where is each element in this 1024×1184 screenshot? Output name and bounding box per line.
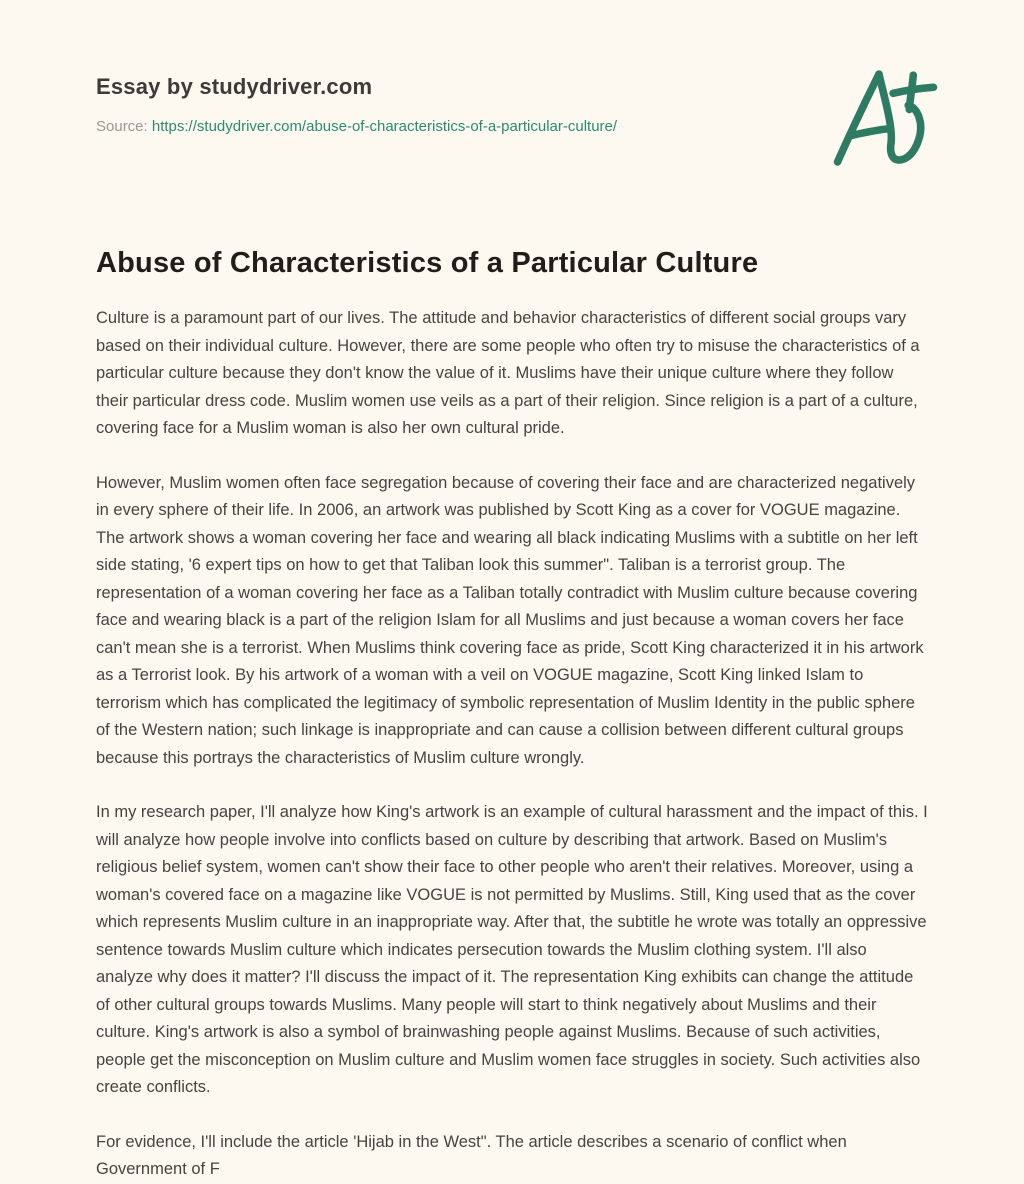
page-header [96, 74, 928, 135]
studydriver-a-plus-logo-icon [818, 62, 950, 168]
essay-content [96, 247, 928, 1184]
essay-title: Abuse of Characteristics of a Particular Culture [96, 247, 759, 279]
source-link[interactable]: https://studydriver.com/abuse-of-characteristics-of-a-particular-culture/ [151, 118, 618, 135]
essay-paragraph-2: However, Muslim women often face segregation because of covering their face and are characterized negatively in every sphere of their life. In 2006, an artwork was published by Scott King as a cover for VOGUE magazine. The artwork shows a woman covering her face and wearing all black indicating Muslims with a subtitle on her left side stating, '6 expert tips on how to get that Taliban look this summer". Taliban is a terrorist group. The representation of a woman covering her face as a Taliban totally contradict with Muslim culture because covering face and wearing black is a part of the religion Islam for all Muslims and just because a woman covers her face can't mean she is a terrorist. When Muslims think covering face as pride, Scott King characterized it in his artwork as a Terrorist look. By his artwork of a woman with a veil on VOGUE magazine, Scott King linked Islam to terrorism which has complicated the legitimacy of symbolic representation of Muslim Identity in the public sphere of the Western nation; such linkage is inappropriate and can cause a collision between different cultural groups because this portrays the characteristics of Muslim culture wrongly. [96, 473, 924, 767]
source-line [96, 118, 928, 135]
source-label: Source: [96, 118, 148, 135]
essay-paragraph-3: In my research paper, I'll analyze how King's artwork is an example of cultural harassment and the impact of this. I will analyze how people involve into conflicts based on culture by describing that artwork. Based on Muslim's religious belief system, women can't show their face to other people who aren't their relatives. Moreover, using a woman's covered face on a magazine like VOGUE is not permitted by Muslims. Still, King used that as the cover which represents Muslim culture in an inappropriate way. After that, the subtitle he wrote was totally an oppressive sentence towards Muslim culture which indicates persecution towards the Muslim clothing system. I'll also analyze why does it matter? I'll discuss the impact of it. The representation King exhibits can change the attitude of other cultural groups towards Muslims. Many people will start to think negatively about Muslims and their culture. King's artwork is also a symbol of brainwashing people against Muslims. Because of such activities, people get the misconception on Muslim culture and Muslim women face struggles in society. Such activities also create conflicts. [96, 803, 928, 1096]
site-title: Essay by studydriver.com [96, 74, 373, 99]
essay-paragraph-4: For evidence, I'll include the article 'Hijab in the West". The article describes a scenario of conflict when Government of F [96, 1132, 847, 1178]
essay-paragraph-1: Culture is a paramount part of our lives. The attitude and behavior characteristics of different social groups vary based on their individual culture. However, there are some people who often try to misuse the characteristics of a particular culture because they don't know the value of it. Muslims have their unique culture where they follow their particular dress code. Muslim women use veils as a part of their religion. Since religion is a part of a culture, covering face for a Muslim woman is also her own cultural pride. [96, 309, 920, 437]
